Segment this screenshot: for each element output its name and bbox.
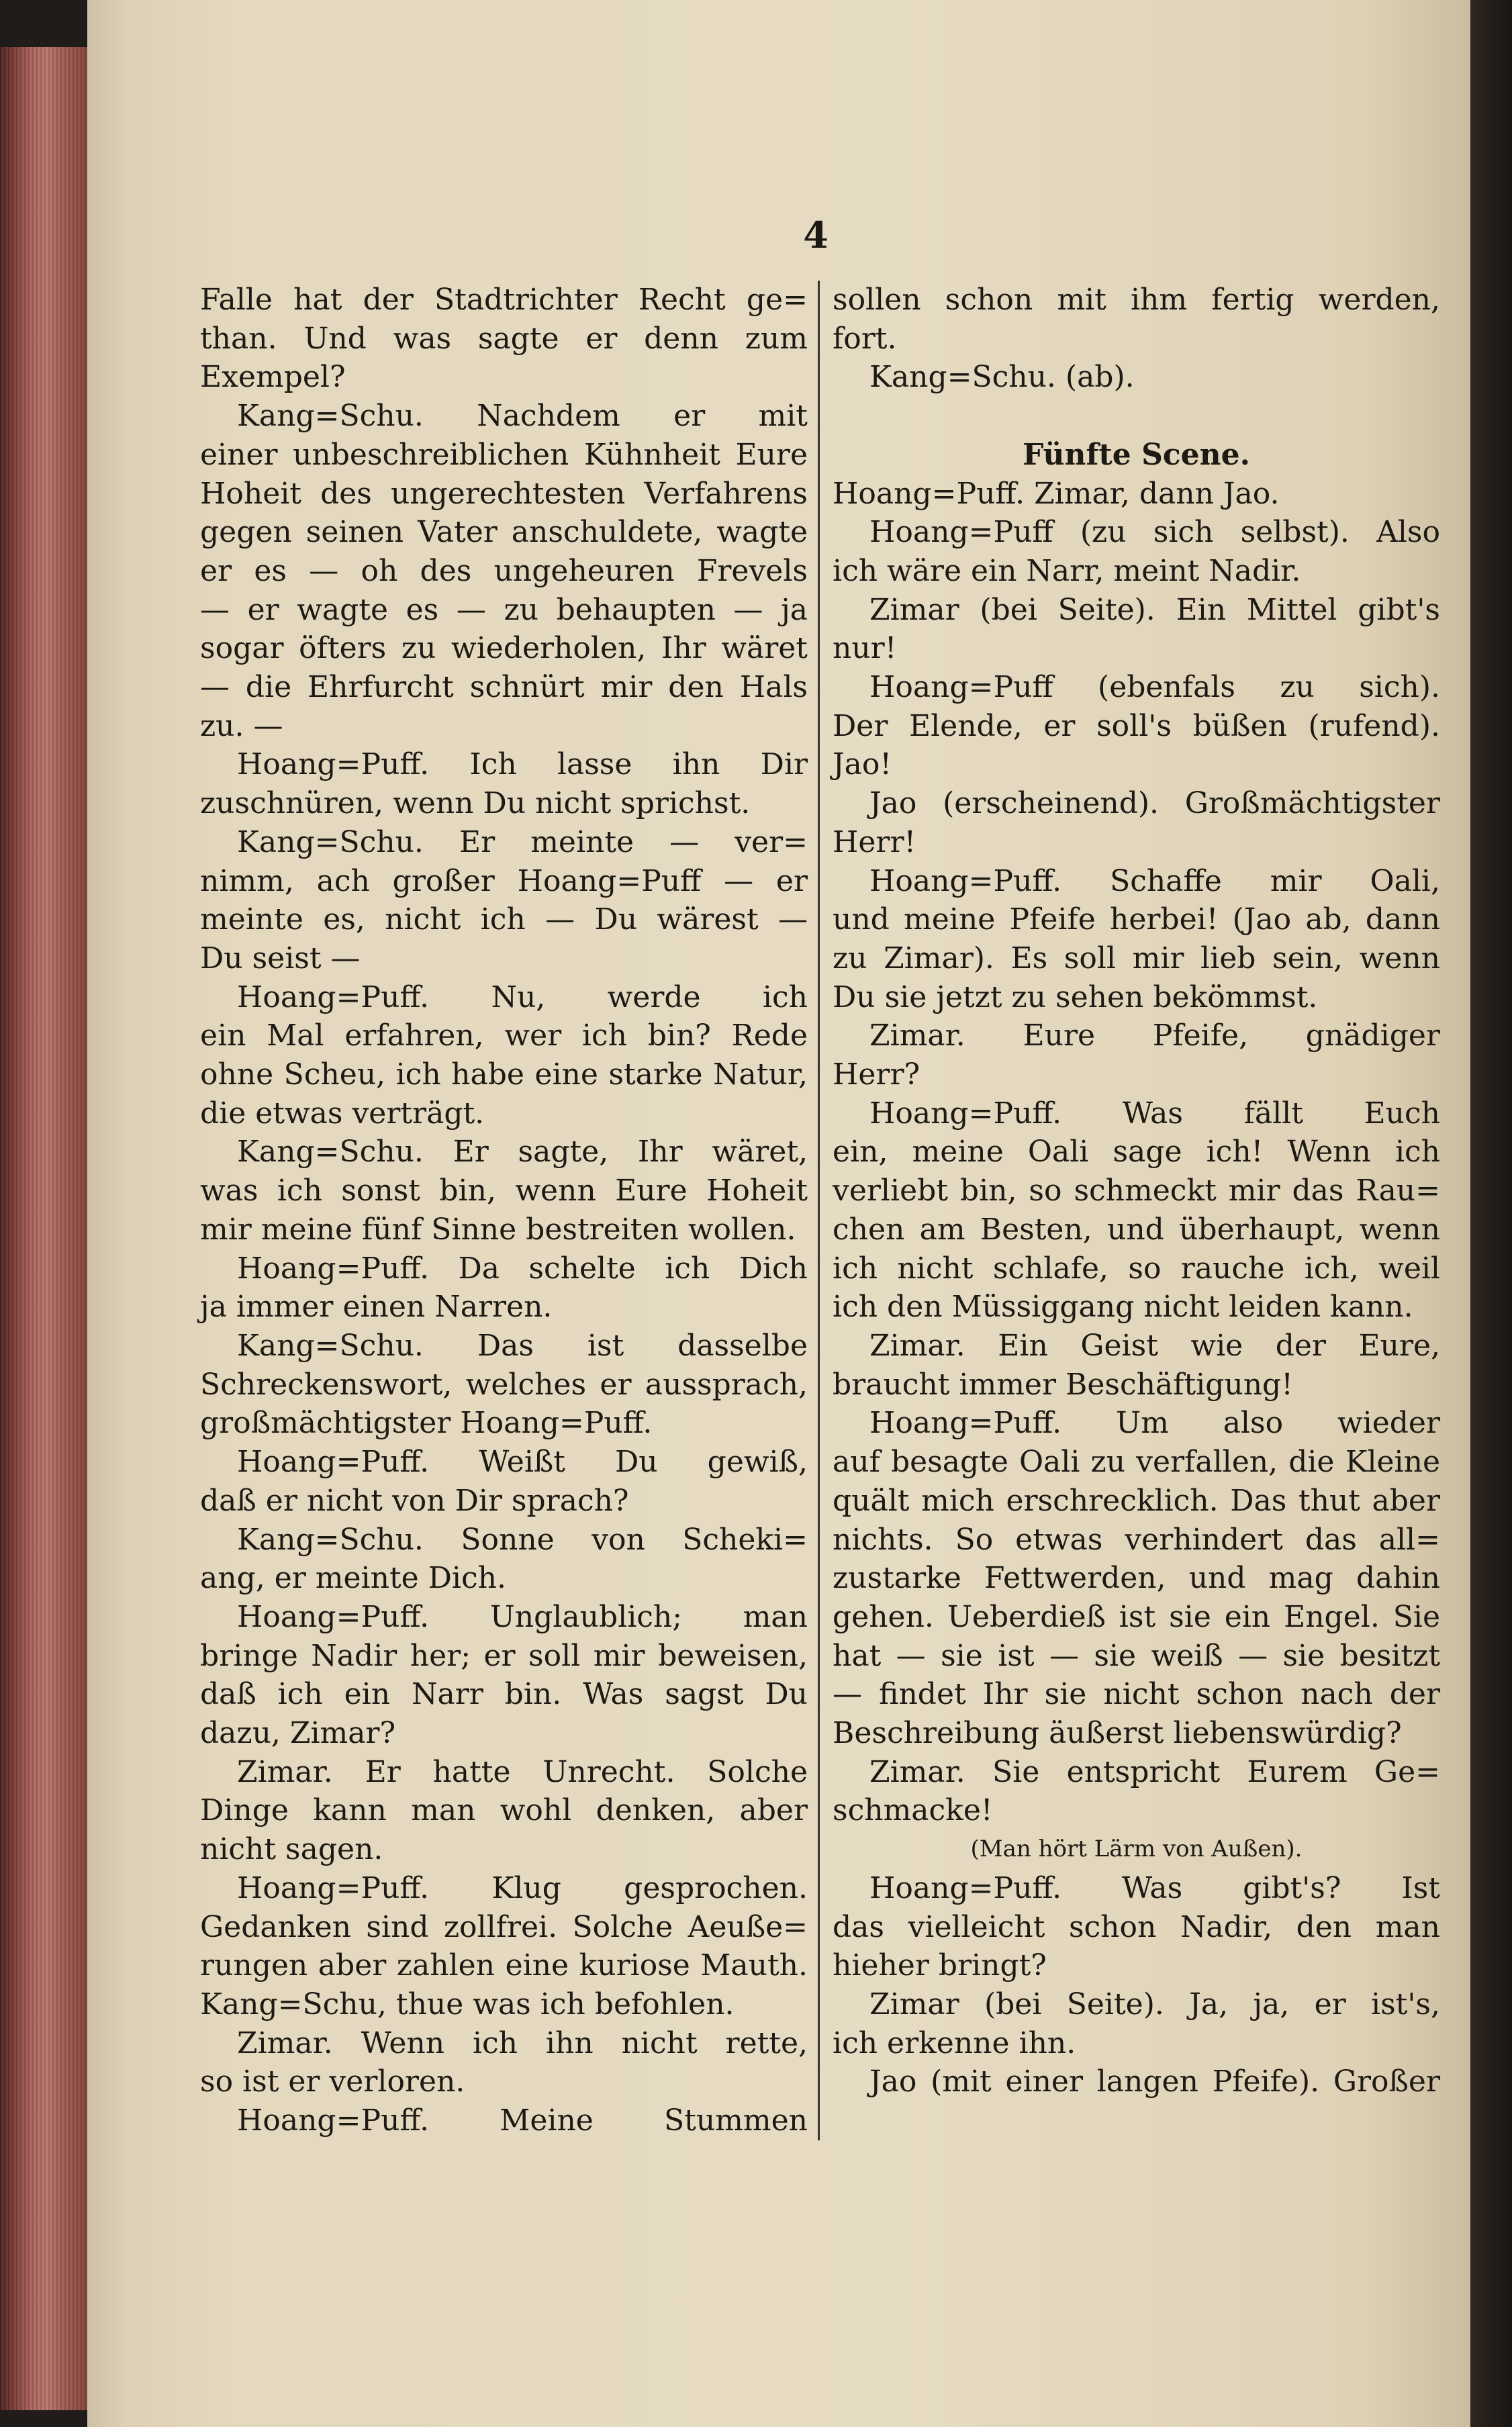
text-line: hat — sie ist — sie weiß — sie besitzt (833, 1638, 1440, 1673)
text-line: Hoang=Puff. Da schelte ich Dich (237, 1251, 808, 1286)
text-line: ich den Müssiggang nicht leiden kann. (833, 1290, 1413, 1325)
text-line: Jao (mit einer langen Pfeife). Großer (869, 2064, 1440, 2099)
text-line: Hoang=Puff. Nu, werde ich (237, 980, 808, 1014)
text-line: und meine Pfeife herbei! (Jao ab, dann (833, 902, 1440, 937)
text-line: Kang=Schu. Er sagte, Ihr wäret, (237, 1135, 808, 1170)
text-line: großmächtigster Hoang=Puff. (200, 1406, 653, 1441)
text-line: Hoang=Puff. Klug gesprochen. (237, 1870, 808, 1905)
text-line: Hoang=Puff. Um also wieder (869, 1406, 1440, 1441)
text-line: chen am Besten, und überhaupt, wenn (833, 1212, 1440, 1247)
text-line: ich wäre ein Narr, meint Nadir. (833, 553, 1301, 588)
text-line: Zimar. Wenn ich ihn nicht rette, (237, 2026, 808, 2060)
column-divider (818, 281, 820, 2140)
text-line: zustarke Fettwerden, und mag dahin (833, 1561, 1440, 1596)
text-line: zu. — (200, 708, 283, 743)
text-line: Der Elende, er soll's büßen (rufend). (833, 708, 1440, 743)
text-line: hieher bringt? (833, 1948, 1047, 1983)
text-line: nicht sagen. (200, 1832, 383, 1867)
text-line: Hoang=Puff. Unglaublich; man (237, 1599, 808, 1634)
text-line: Hoang=Puff. Schaffe mir Oali, (869, 863, 1440, 898)
text-line: Zimar (bei Seite). Ein Mittel gibt's (869, 592, 1440, 627)
text-line: Zimar. Er hatte Unrecht. Solche (237, 1754, 808, 1789)
text-line: einer unbeschreiblichen Kühnheit Eure (200, 437, 808, 472)
text-line: zuschnüren, wenn Du nicht sprichst. (200, 786, 751, 821)
text-line: Kang=Schu. Er meinte — ver= (237, 824, 808, 859)
text-line: gehen. Ueberdieß ist sie ein Engel. Sie (833, 1599, 1440, 1634)
text-line: Falle hat der Stadtrichter Recht ge= (200, 283, 808, 317)
text-line: Hoang=Puff. Meine Stummen (237, 2103, 808, 2138)
text-line: ohne Scheu, ich habe eine starke Natur, (200, 1057, 808, 1092)
text-line: fort. (833, 321, 897, 356)
text-line: Exempel? (200, 360, 346, 395)
text-line: Hoang=Puff. Was fällt Euch (869, 1096, 1440, 1131)
text-line: Kang=Schu. Nachdem er mit (237, 399, 808, 434)
text-line: was ich sonst bin, wenn Eure Hoheit (200, 1174, 808, 1208)
text-line: ein Mal erfahren, wer ich bin? Rede (200, 1018, 808, 1053)
text-line: dazu, Zimar? (200, 1716, 396, 1751)
text-line: verliebt bin, so schmeckt mir das Rau= (833, 1174, 1440, 1208)
text-line: ich nicht schlafe, so rauche ich, weil (833, 1251, 1440, 1286)
text-line: sollen schon mit ihm fertig werden, (833, 283, 1440, 317)
text-line: Hoang=Puff (zu sich selbst). Also (869, 515, 1440, 550)
text-line: zu Zimar). Es soll mir lieb sein, wenn (833, 941, 1440, 975)
text-line: ich erkenne ihn. (833, 2026, 1076, 2060)
text-line: Kang=Schu, thue was ich befohlen. (200, 1987, 735, 2021)
text-line: sogar öfters zu wiederholen, Ihr wäret (200, 631, 808, 666)
text-line: Dinge kann man wohl denken, aber (200, 1793, 808, 1828)
text-line: bringe Nadir her; er soll mir beweisen, (200, 1638, 808, 1673)
text-line: Beschreibung äußerst liebenswürdig? (833, 1716, 1402, 1751)
text-line: Jao! (833, 747, 892, 782)
left-text-column (200, 281, 808, 2140)
text-line: mir meine fünf Sinne bestreiten wollen. (200, 1212, 796, 1247)
scene-heading: Fünfte Scene. (1023, 437, 1250, 472)
text-line: rungen aber zahlen eine kuriose Mauth. (200, 1948, 808, 1983)
text-line: than. Und was sagte er denn zum (200, 321, 808, 356)
page-number: 4 (803, 213, 829, 256)
text-line: Gedanken sind zollfrei. Solche Aeuße= (200, 1909, 808, 1944)
text-line: daß er nicht von Dir sprach? (200, 1483, 629, 1518)
text-line: ja immer einen Narren. (200, 1290, 553, 1325)
text-line: das vielleicht schon Nadir, den man (833, 1909, 1440, 1944)
text-line: Jao (erscheinend). Großmächtigster (869, 786, 1440, 821)
text-line: daß ich ein Narr bin. Was sagst Du (200, 1677, 808, 1712)
text-line: Du seist — (200, 941, 361, 975)
text-line: Hoheit des ungerechtesten Verfahrens (200, 476, 808, 511)
text-line: schmacke! (833, 1793, 993, 1828)
text-line: — findet Ihr sie nicht schon nach der (833, 1677, 1440, 1712)
text-line: auf besagte Oali zu verfallen, die Kleine (833, 1445, 1440, 1480)
stage-direction: (Man hört Lärm von Außen). (970, 1836, 1303, 1863)
text-line: Herr? (833, 1057, 920, 1092)
text-line: — die Ehrfurcht schnürt mir den Hals (200, 670, 808, 705)
text-line: die etwas verträgt. (200, 1096, 485, 1131)
text-line: — er wagte es — zu behaupten — ja (200, 592, 808, 627)
right-edge (1470, 0, 1512, 2427)
text-line: nur! (833, 631, 897, 666)
right-text-column (833, 281, 1440, 2101)
text-line: Herr! (833, 824, 916, 859)
text-line: Schreckenswort, welches er aussprach, (200, 1367, 808, 1402)
text-line: Zimar. Eure Pfeife, gnädiger (869, 1018, 1440, 1053)
text-line: gegen seinen Vater anschuldete, wagte (200, 515, 808, 550)
text-line: so ist er verloren. (200, 2064, 465, 2099)
text-line: Zimar. Ein Geist wie der Eure, (869, 1328, 1440, 1363)
scene-cast: Hoang=Puff. Zimar, dann Jao. (833, 476, 1280, 511)
text-line: Hoang=Puff. Weißt Du gewiß, (237, 1445, 808, 1480)
text-line: ang, er meinte Dich. (200, 1561, 506, 1596)
text-line: Zimar (bei Seite). Ja, ja, er ist's, (869, 1987, 1440, 2021)
text-line: Hoang=Puff. Was gibt's? Ist (869, 1870, 1440, 1905)
text-line: quält mich erschrecklich. Das thut aber (833, 1483, 1440, 1518)
text-line: Kang=Schu. Das ist dasselbe (237, 1328, 808, 1363)
text-line: Kang=Schu. (ab). (869, 360, 1135, 395)
text-line: er es — oh des ungeheuren Frevels (200, 553, 808, 588)
text-line: nichts. So etwas verhindert das all= (833, 1522, 1440, 1557)
spacer-line (833, 397, 1440, 436)
text-line: Kang=Schu. Sonne von Scheki= (237, 1522, 808, 1557)
text-line: ein, meine Oali sage ich! Wenn ich (833, 1135, 1440, 1170)
text-line: meinte es, nicht ich — Du wärest — (200, 902, 808, 937)
text-line: Du sie jetzt zu sehen bekömmst. (833, 980, 1318, 1014)
text-line: Hoang=Puff. Ich lasse ihn Dir (237, 747, 808, 782)
text-line: braucht immer Beschäftigung! (833, 1367, 1293, 1402)
text-line: Zimar. Sie entspricht Eurem Ge= (869, 1754, 1440, 1789)
text-line: nimm, ach großer Hoang=Puff — er (200, 863, 808, 898)
text-line: Hoang=Puff (ebenfals zu sich). (869, 670, 1440, 705)
